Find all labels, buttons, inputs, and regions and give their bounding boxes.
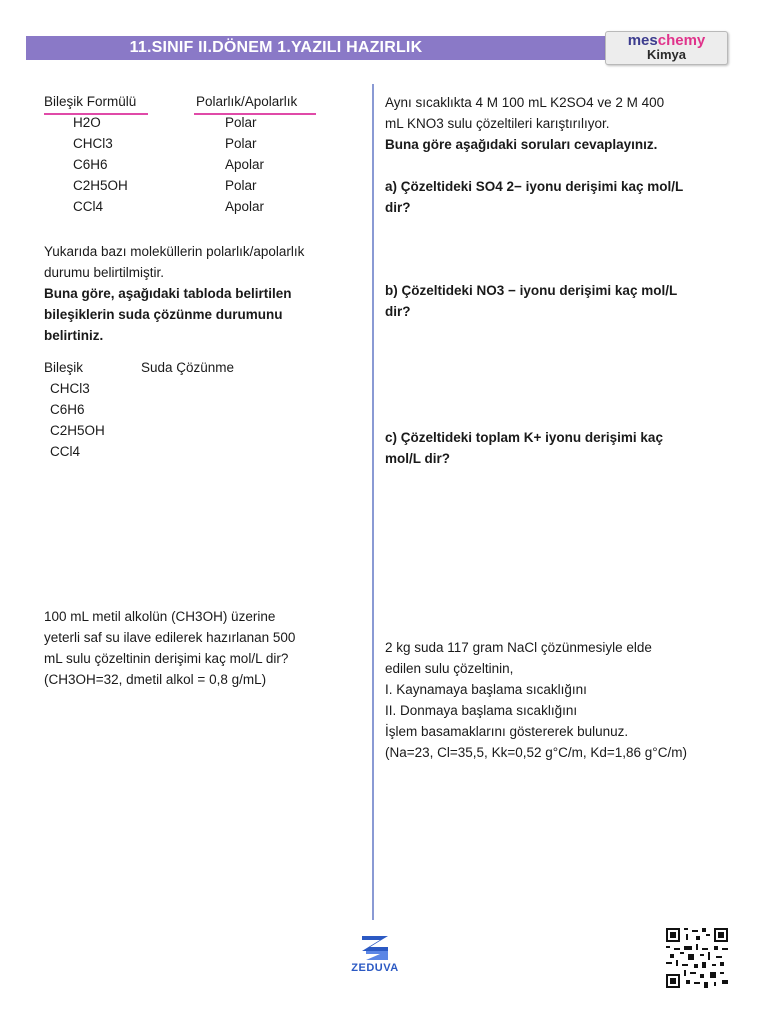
table2-header-compound: Bileşik — [44, 360, 84, 375]
q2-text: mL sulu çözeltinin derişimi kaç mol/L dir? — [44, 651, 289, 666]
q2-text: 100 mL metil alkolün (CH3OH) üzerine — [44, 609, 276, 624]
q4-text: 2 kg suda 117 gram NaCl çözünmesiyle elde — [385, 640, 652, 655]
q1-instruction: Buna göre, aşağıdaki tabloda belirtilen — [44, 286, 292, 301]
table2-row: C2H5OH — [50, 423, 105, 438]
page-title: 11.SINIF II.DÖNEM 1.YAZILI HAZIRLIK — [129, 39, 423, 56]
q4-text: edilen sulu çözeltinin, — [385, 661, 514, 676]
q3-instruction: Buna göre aşağıdaki soruları cevaplayınız. — [385, 137, 658, 152]
q3a-text: dir? — [385, 200, 411, 215]
table2-row: CHCl3 — [50, 381, 90, 396]
q1-text: Yukarıda bazı moleküllerin polarlık/apolarlık — [44, 244, 305, 259]
q3c-text: mol/L dir? — [385, 451, 451, 466]
table1-row-formula: CCl4 — [73, 199, 104, 214]
logo-text-a: mes — [627, 32, 658, 49]
q3b-text: b) Çözeltideki NO3 − iyonu derişimi kaç mol/L — [385, 283, 678, 298]
q3-text: mL KNO3 sulu çözeltileri karıştırılıyor. — [385, 116, 610, 131]
q2-text: yeterli saf su ilave edilerek hazırlanan 500 — [44, 630, 296, 645]
table1-row-polarity: Polar — [225, 136, 257, 151]
logo-chem-icon: ᴄ — [657, 32, 667, 49]
q2-text: (CH3OH=32, dmetil alkol = 0,8 g/mL) — [44, 672, 267, 687]
q4-text: I. Kaynamaya başlama sıcaklığını — [385, 682, 587, 697]
table1-row-formula: C6H6 — [73, 157, 108, 172]
q3c-text: c) Çözeltideki toplam K+ iyonu derişimi kaç — [385, 430, 663, 445]
q1-instruction: belirtiniz. — [44, 328, 104, 343]
logo-subtitle: Kimya — [646, 47, 687, 62]
q4-text: İşlem basamaklarını göstererek bulunuz. — [385, 724, 629, 739]
zeduva-logo-icon — [358, 934, 392, 962]
table1-header-formula: Bileşik Formülü — [44, 94, 137, 109]
q1-instruction: bileşiklerin suda çözünme durumunu — [44, 307, 283, 322]
table1-row-formula: CHCl3 — [73, 136, 113, 151]
table2-row: CCl4 — [50, 444, 81, 459]
q3-text: Aynı sıcaklıkta 4 M 100 mL K2SO4 ve 2 M 400 — [385, 95, 665, 110]
table1-header-polarity: Polarlık/Apolarlık — [196, 94, 298, 109]
brand-logo — [605, 31, 728, 65]
logo-text-b: hemy — [666, 32, 706, 49]
q1-text: durumu belirtilmiştir. — [44, 265, 165, 280]
table1-row-polarity: Polar — [225, 178, 257, 193]
qr-code-icon[interactable] — [666, 928, 728, 988]
zeduva-brand-text: ZEDUVA — [351, 962, 399, 974]
table1-row-formula: C2H5OH — [73, 178, 128, 193]
table2-header-solubility: Suda Çözünme — [141, 360, 235, 375]
table1-row-formula: H2O — [73, 115, 101, 130]
q4-text: (Na=23, Cl=35,5, Kk=0,52 g°C/m, Kd=1,86 g°C/m) — [385, 745, 687, 760]
q3a-text: a) Çözeltideki SO4 2− iyonu derişimi kaç mol/L — [385, 179, 684, 194]
table1-row-polarity: Apolar — [225, 199, 265, 214]
column-divider — [372, 84, 374, 920]
table2-row: C6H6 — [50, 402, 85, 417]
q3b-text: dir? — [385, 304, 411, 319]
table1-row-polarity: Apolar — [225, 157, 265, 172]
table1-row-polarity: Polar — [225, 115, 257, 130]
q4-text: II. Donmaya başlama sıcaklığını — [385, 703, 578, 718]
